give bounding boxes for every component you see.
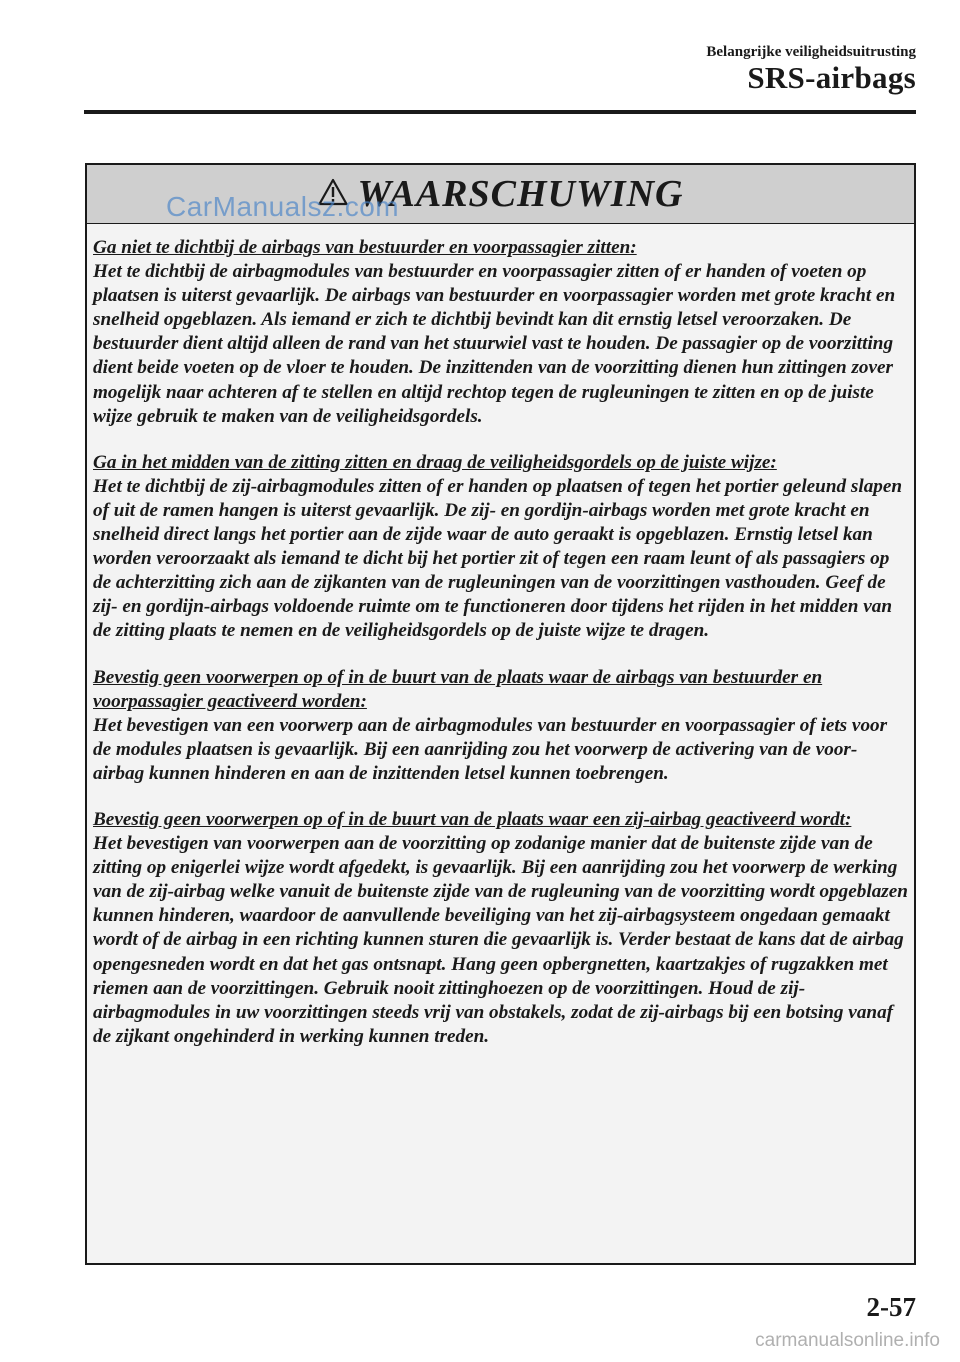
warning-block-heading: Bevestig geen voorwerpen op of in de buurt van de plaats waar de airbags van bestuurder en voorpassagier geactiveerd worden: bbox=[93, 666, 823, 712]
warning-title: WAARSCHUWING bbox=[357, 173, 684, 215]
warning-block-text: Het te dichtbij de zij-airbagmodules zitten of er handen op plaatsen of tegen het portier geleund slapen of uit de ramen hangen is uiterst gevaarlijk. De zij- en gordijn-airbags worden met grote kracht en snelheid direct langs het portier aan de zijde waar de auto geraakt is opgeblazen. Ernstig letsel kan worden veroorzaakt als iemand te dicht bij het portier zit of tegen een raam leunt of als passagiers op de achterzitting zich aan de zijkanten van de rugleuningen van de voorzittingen vasthouden. Geef de zij- en gordijn-airbags voldoende ruimte om te functioneren door tijdens het rijden in het midden van de zitting plaats te nemen en de veiligheidsgordels op de juiste wijze te dragen. bbox=[93, 475, 903, 642]
warning-block bbox=[93, 666, 908, 786]
warning-block-heading: Ga niet te dichtbij de airbags van bestuurder en voorpassagier zitten: bbox=[93, 237, 637, 258]
warning-block-text: Het te dichtbij de airbagmodules van bestuurder en voorpassagier zitten of er handen of voeten op plaatsen is uiterst gevaarlijk. De airbags van bestuurder en voorpassagier worden met grote kracht en snelheid opgeblazen. Als iemand er zich te dichtbij bevindt kan dit ernstig letsel veroorzaken. De bestuurder dient altijd alleen de rand van het stuurwiel vast te houden. De passagier op de voorzitting dient beide voeten op de vloer te houden. De inzittenden van de voorzitting dienen hun zittingen zover mogelijk naar achteren af te stellen en altijd rechtop tegen de rugleuningen te zitten en op de juiste wijze gebruik te maken van de veiligheidsgordels. bbox=[93, 261, 896, 427]
watermark-logo-text: CarManualsz.com bbox=[166, 191, 400, 222]
header-chapter-title: SRS-airbags bbox=[747, 60, 916, 95]
header-section-title: Belangrijke veiligheidsuitrusting bbox=[706, 44, 916, 60]
warning-block-heading: Ga in het midden van de zitting zitten en draag de veiligheidsgordels op de juiste wijze: bbox=[93, 451, 777, 473]
warning-block bbox=[93, 236, 908, 429]
warning-block bbox=[93, 451, 908, 644]
header-divider bbox=[84, 110, 916, 114]
warning-box bbox=[85, 163, 916, 1265]
warning-block-text: Het bevestigen van een voorwerp aan de airbagmodules van bestuurder en voorpassagier of iets voor de modules plaatsen is gevaarlijk. Bij een aanrijding zou het voorwerp de activering van de voor-airbag kunnen hinderen en aan de inzittenden letsel kunnen toebrengen. bbox=[93, 714, 888, 784]
warning-block-heading: Bevestig geen voorwerpen op of in de buurt van de plaats waar een zij-airbag geactiveerd wordt: bbox=[93, 808, 852, 830]
watermark-footer-text: carmanualsonline.info bbox=[755, 1330, 940, 1351]
warning-block-text: Het bevestigen van voorwerpen aan de voorzitting op zodanige manier dat de buitenste zijde van de zitting op enigerlei wijze wordt afgedekt, is gevaarlijk. Bij een aanrijding zou het voorwerp de werking van de zij-airbag welke vanuit de buitenste zijde van de rugleuning van de voorzitting wordt opgeblazen kunnen hinderen, waardoor de aanvullende beveiliging van het zij-airbagsysteem ongedaan gemaakt wordt of de airbag in een richting kunnen sturen die gevaarlijk is. Verder bestaat de kans dat de airbag opengesneden wordt en dat het gas ontsnapt. Hang geen opbergnetten, kaartzakjes of rugzakken met riemen aan de voorzittingen. Gebruik nooit zittinghoezen op de voorzittingen. Houd de zij-airbagmodules in uw voorzittingen steeds vrij van obstakels, zodat de zij-airbags bij een botsing vanaf de zijkant ongehinderd in werking kunnen treden. bbox=[93, 833, 908, 1047]
warning-body bbox=[87, 224, 914, 1049]
warning-block bbox=[93, 808, 908, 1049]
page-number: 2-57 bbox=[866, 1292, 916, 1322]
